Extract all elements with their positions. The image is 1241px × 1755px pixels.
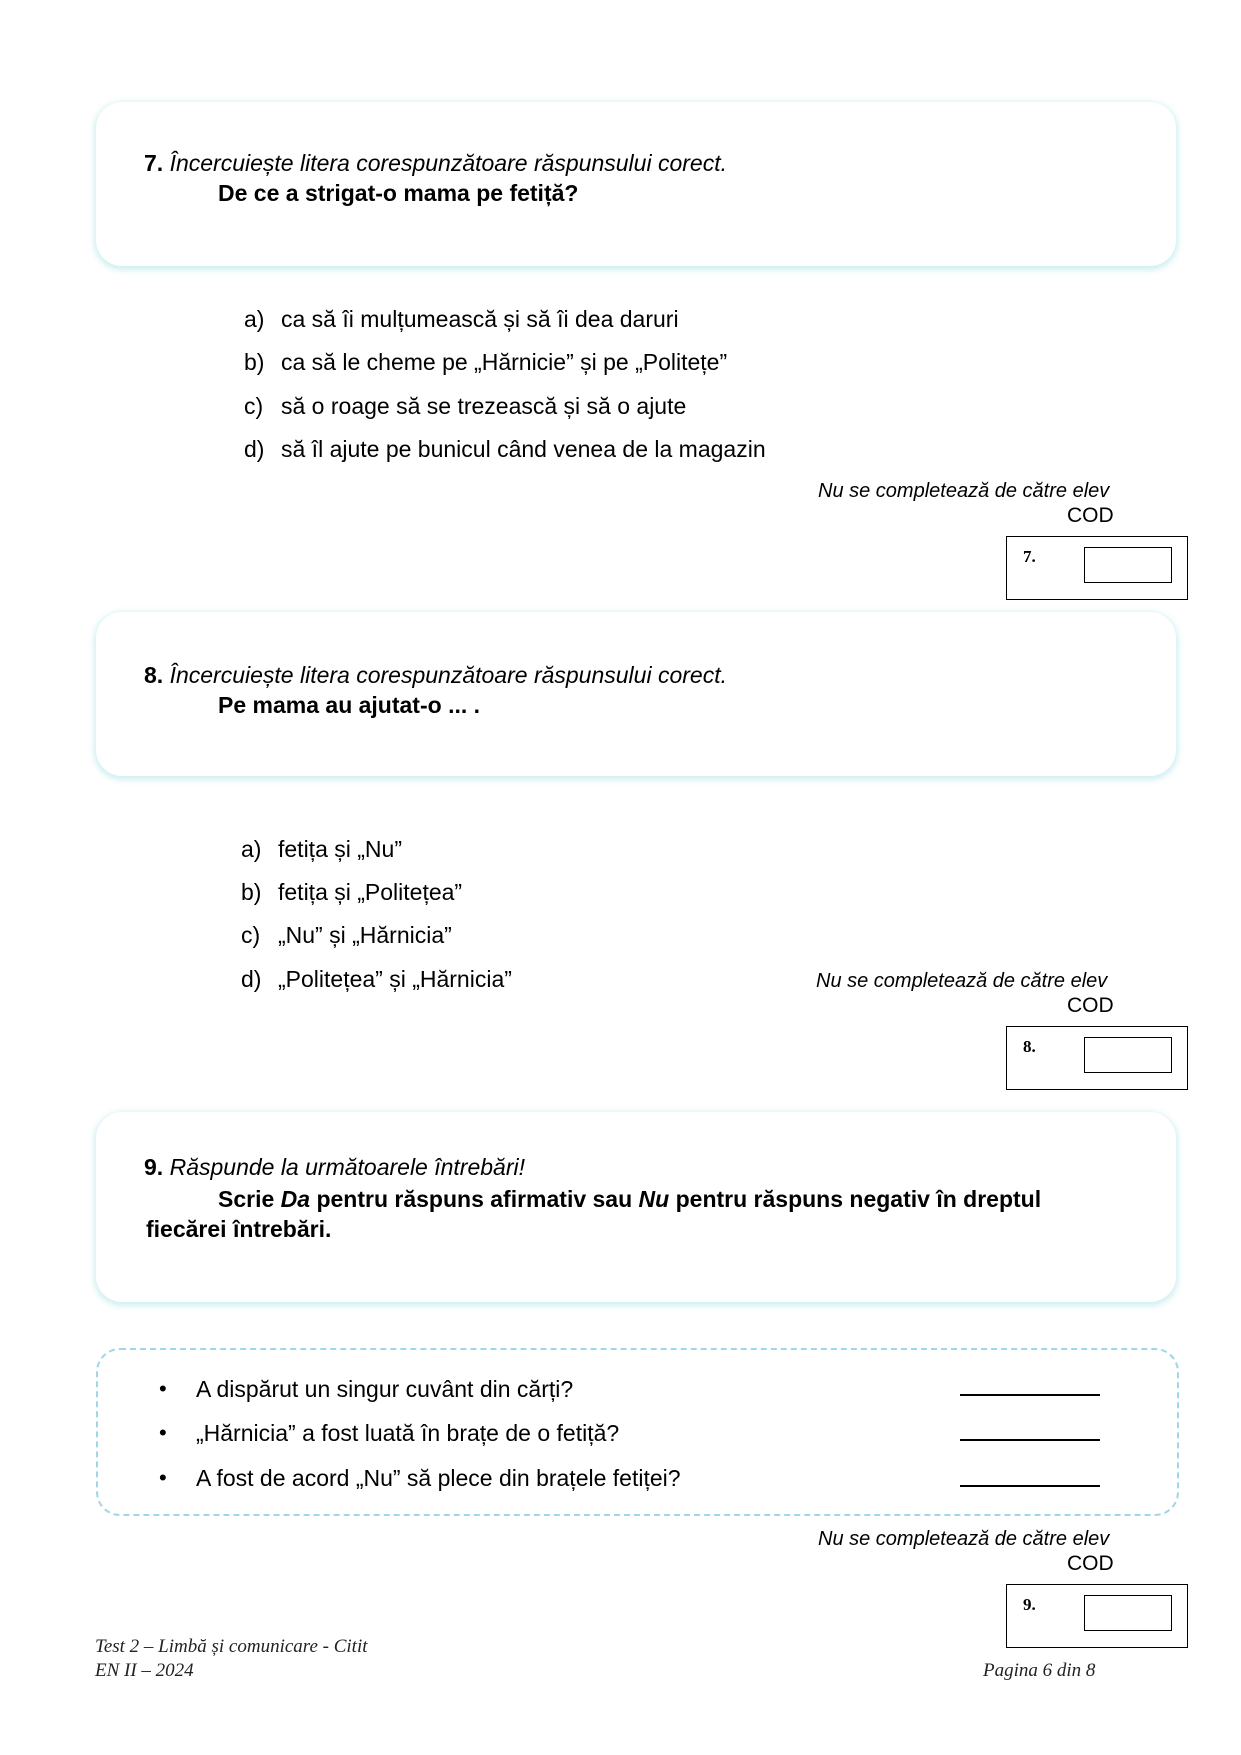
- q8-code-box: [1006, 1026, 1188, 1090]
- q8-option-d[interactable]: d) „Politețea” și „Hărnicia”: [241, 966, 512, 992]
- footer-page-number: Pagina 6 din 8: [983, 1660, 1096, 1681]
- question-8-instruction: Încercuiește litera corespunzătoare răspunsului corect.: [169, 662, 727, 688]
- q7-code-input[interactable]: [1084, 547, 1172, 583]
- question-9-title: [144, 1154, 525, 1181]
- q7-code-box: [1006, 536, 1188, 600]
- footer-test-title: Test 2 – Limbă și comunicare - Citit: [95, 1636, 368, 1657]
- q8-option-c[interactable]: c) „Nu” și „Hărnicia”: [241, 922, 452, 948]
- bullet-icon: •: [159, 1420, 167, 1445]
- q9-answer-line-3[interactable]: [960, 1485, 1100, 1487]
- q8-cod-label: COD: [1067, 994, 1114, 1017]
- q9-answer-line-1[interactable]: [960, 1394, 1100, 1396]
- bullet-icon: •: [159, 1465, 167, 1490]
- question-9-answers-box: • A dispărut un singur cuvânt din cărți? • „Hărnicia” a fost luată în brațe de o fetiță? • A fost de acord „Nu” să plece din brațele fetiței?: [96, 1348, 1179, 1516]
- question-8-question: Pe mama au ajutat-o ... .: [218, 692, 481, 718]
- question-9-task: Scrie Da pentru răspuns afirmativ sau Nu pentru răspuns negativ în dreptul fiecărei întrebări.: [146, 1186, 1042, 1242]
- bullet-icon: •: [159, 1376, 167, 1401]
- footer-exam-year: EN II – 2024: [95, 1660, 194, 1681]
- question-9-instruction: Răspunde la următoarele întrebări!: [169, 1154, 525, 1180]
- question-9-box: [96, 1112, 1176, 1302]
- q8-option-a[interactable]: a) fetița și „Nu”: [241, 836, 402, 862]
- question-8-title: [144, 662, 727, 689]
- q9-answer-line-2[interactable]: [960, 1439, 1100, 1441]
- question-7-box: [96, 102, 1176, 266]
- question-8-number: 8.: [144, 662, 164, 688]
- q9-code-input[interactable]: [1084, 1595, 1172, 1631]
- q7-cod-label: COD: [1067, 504, 1114, 527]
- question-7-number: 7.: [144, 150, 164, 176]
- question-7-instruction: Încercuiește litera corespunzătoare răspunsului corect.: [169, 150, 727, 176]
- question-8-box: [96, 612, 1176, 776]
- q9-not-completed-note: Nu se completează de către elev: [818, 1528, 1110, 1550]
- q8-code-number: 8.: [1023, 1037, 1036, 1056]
- question-7-title: [144, 150, 727, 177]
- q7-option-d[interactable]: d) să îl ajute pe bunicul când venea de la magazin: [244, 436, 766, 462]
- question-7-question: De ce a strigat-o mama pe fetiță?: [218, 180, 579, 206]
- question-9-number: 9.: [144, 1154, 164, 1180]
- q7-code-number: 7.: [1023, 547, 1036, 566]
- q7-not-completed-note: Nu se completează de către elev: [818, 480, 1110, 502]
- q7-option-a[interactable]: a) ca să îi mulțumească și să îi dea daruri: [244, 306, 679, 332]
- q9-cod-label: COD: [1067, 1552, 1114, 1575]
- q7-option-c[interactable]: c) să o roage să se trezească și să o ajute: [244, 393, 687, 419]
- q8-not-completed-note: Nu se completează de către elev: [816, 970, 1108, 992]
- q9-code-number: 9.: [1023, 1595, 1036, 1614]
- q8-option-b[interactable]: b) fetița și „Politețea”: [241, 879, 463, 905]
- q9-code-box: [1006, 1584, 1188, 1648]
- q8-code-input[interactable]: [1084, 1037, 1172, 1073]
- q7-option-b[interactable]: b) ca să le cheme pe „Hărnicie” și pe „Politețe”: [244, 349, 728, 375]
